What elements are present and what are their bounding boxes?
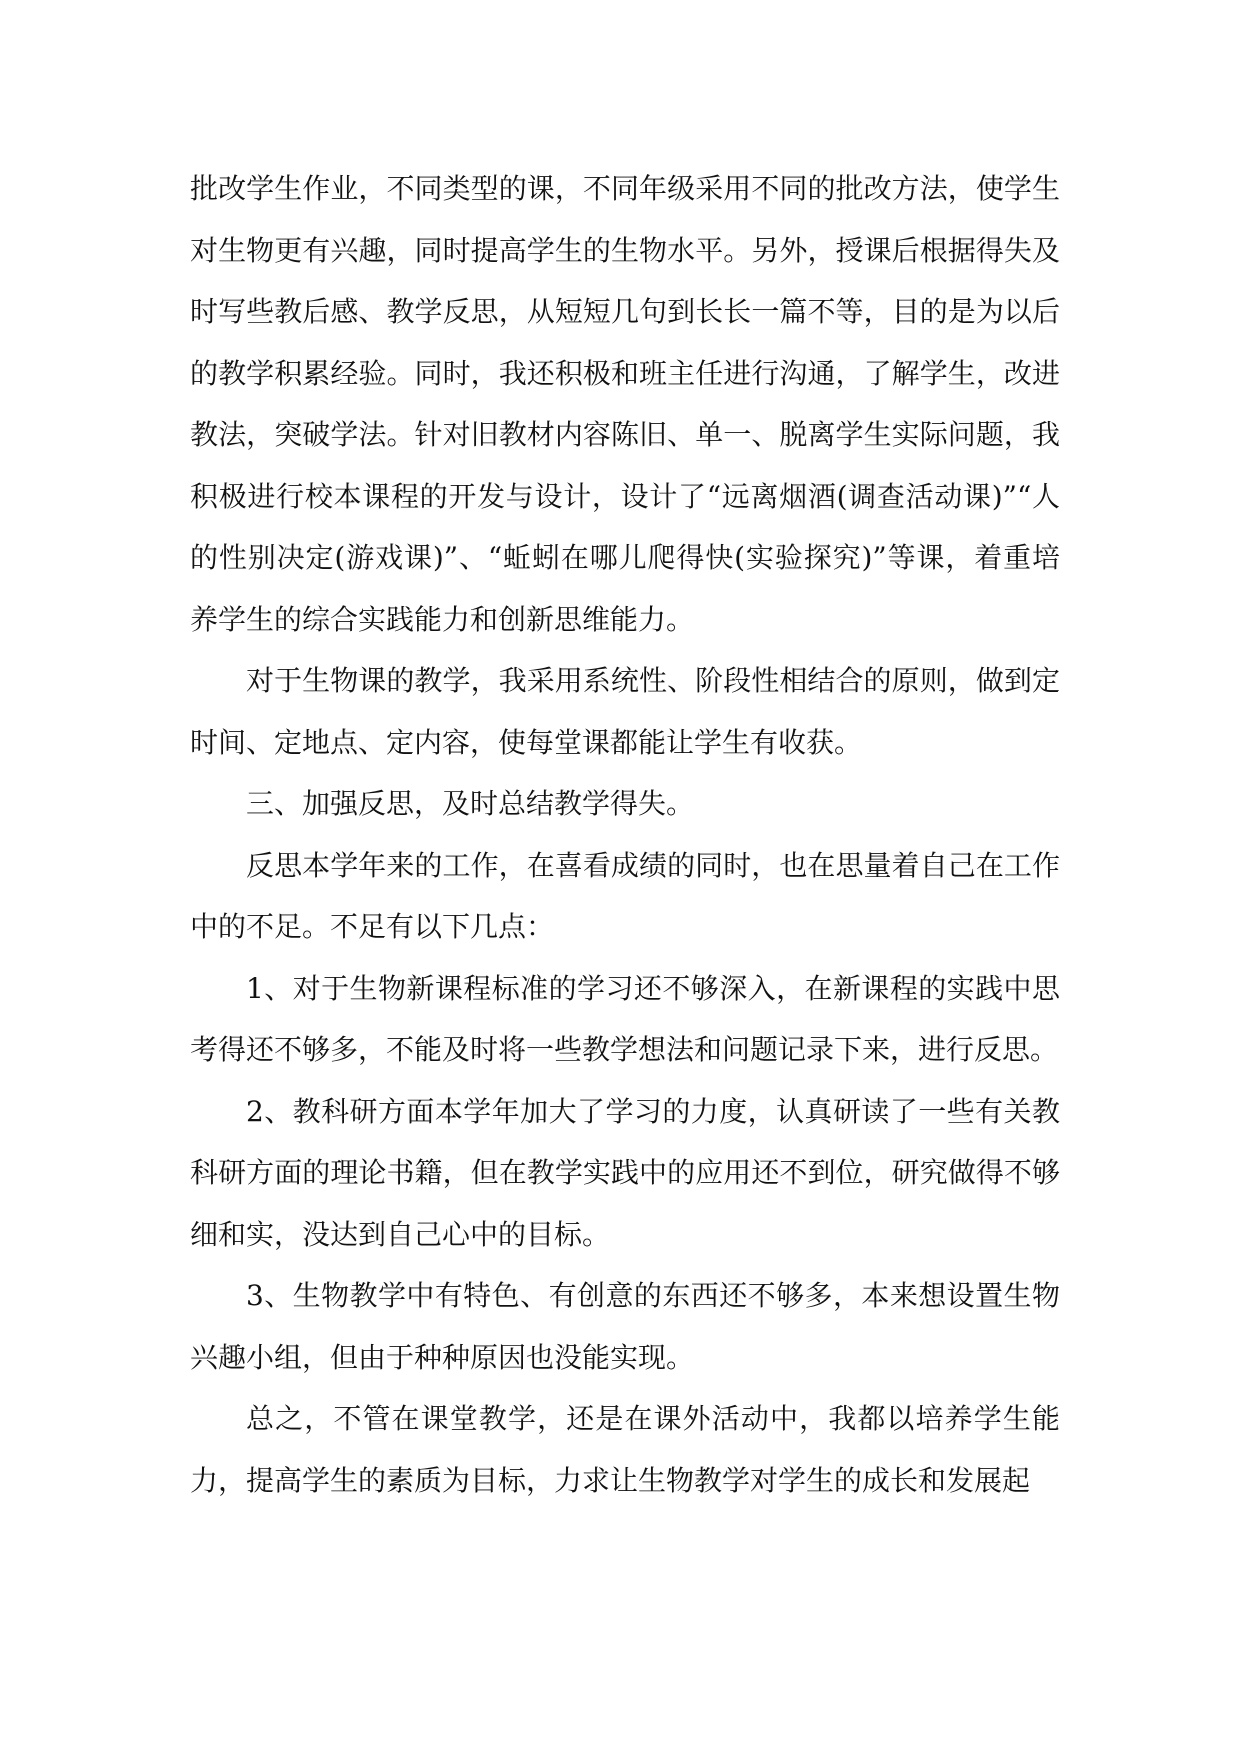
paragraph: 反思本学年来的工作，在喜看成绩的同时，也在思量着自己在工作中的不足。不足有以下几点： (190, 848, 1060, 943)
document-body (190, 158, 1060, 1511)
paragraph: 对于生物课的教学，我采用系统性、阶段性相结合的原则，做到定时间、定地点、定内容，使每堂课都能让学生有收获。 (190, 664, 1060, 759)
paragraph: 总之，不管在课堂教学，还是在课外活动中，我都以培养学生能力，提高学生的素质为目标，力求让生物教学对学生的成长和发展起 (190, 1402, 1060, 1497)
list-item: 3、生物教学中有特色、有创意的东西还不够多，本来想设置生物兴趣小组，但由于种种原因也没能实现。 (190, 1279, 1060, 1374)
section-heading: 三、加强反思，及时总结教学得失。 (246, 787, 695, 820)
list-item: 1、对于生物新课程标准的学习还不够深入，在新课程的实践中思考得还不够多，不能及时将一些教学想法和问题记录下来，进行反思。 (190, 971, 1060, 1066)
list-item: 2、教科研方面本学年加大了学习的力度，认真研读了一些有关教科研方面的理论书籍，但在教学实践中的应用还不到位，研究做得不够细和实，没达到自己心中的目标。 (190, 1094, 1060, 1251)
paragraph-continued: 批改学生作业，不同类型的课，不同年级采用不同的批改方法，使学生对生物更有兴趣，同时提高学生的生物水平。另外，授课后根据得失及时写些教后感、教学反思，从短短几句到长长一篇不等，目的是为以后的教学积累经验。同时，我还积极和班主任进行沟通，了解学生，改进教法，突破学法。针对旧教材内容陈旧、单一、脱离学生实际问题，我积极进行校本课程的开发与设计，设计了“远离烟酒(调查活动课)”“人的性别决定(游戏课)”、“蚯蚓在哪儿爬得快(实验探究)”等课，着重培养学生的综合实践能力和创新思维能力。 (190, 172, 1060, 636)
